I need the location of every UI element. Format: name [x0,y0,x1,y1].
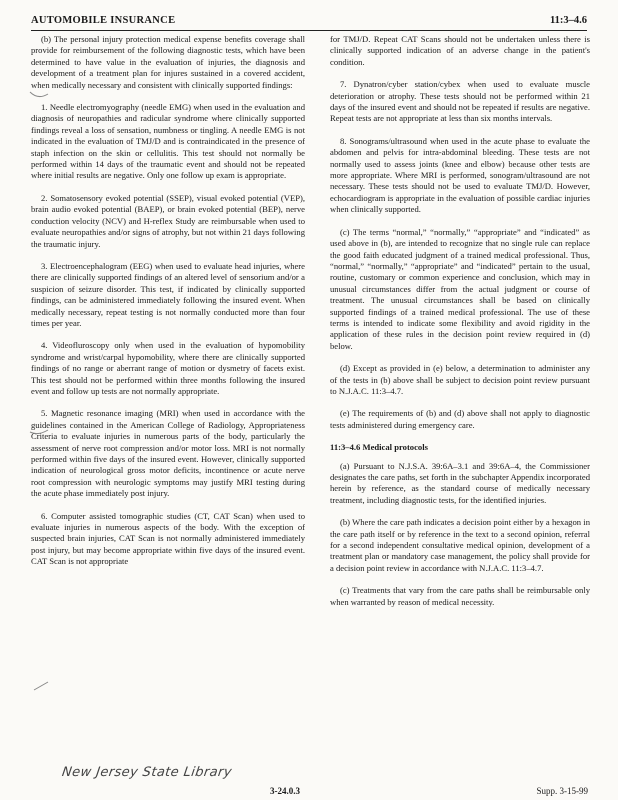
paragraph-b8: 8. Sonograms/ultrasound when used in the acute phase to evaluate the abdomen and pelvis for intra-abdominal bleeding. These tests are not normally used to assess joints (knee and elbow) because other tests are more appropriate. Where MRI is performed, sonogram/ultrasound are not necessary. These tests should not be used to evaluate TMJ/D. However, echocardiogram is appropriate in the evaluation of possible cardiac injuries when clinically supported. [330,135,590,215]
paragraph-b7: 7. Dynatron/cyber station/cybex when used to evaluate muscle deterioration or atrophy. These tests should not be performed within 21 days of the insured event and should not be repeated if results are negative. Repeat tests are not appropriate at less than six months intervals. [330,79,590,124]
paragraph-b: (b) The personal injury protection medical expense benefits coverage shall provide for reimbursement of the following diagnostic tests, which have been determined to have value in the evaluation of injuries, the diagnosis and development of a treatment plan for injures sustained in a covered accident, when medically necessary and consistent with clinically supported findings: [31,34,305,90]
paragraph-b5: 5. Magnetic resonance imaging (MRI) when used in accordance with the guidelines contained in the American College of Radiology, Appropriateness Criteria to evaluate injuries in numerous parts of the body, particularly the assessment of nerve root compression and/or motor loss. MRI is not normally performed within five days of the insured event. However, clinically supported indication of neurological gross motor deficits, incontinence or acute nerve root compression with neurologic symptoms may justify MRI testing during the acute phase immediately post injury. [31,408,305,499]
section-paragraph-b: (b) Where the care path indicates a decision point either by a hexagon in the care path itself or by reference in the text to a second opinion, referral for a second independent consultative medical opinion, development of a treatment plan or mandatory case management, the policy shall provide for a decision point review in accordance with N.J.A.C. 11:3–4.7. [330,517,590,573]
supplement-date: Supp. 3-15-99 [536,786,588,796]
right-column [330,34,590,619]
page-number: 3-24.0.3 [270,786,300,796]
paragraph-b2: 2. Somatosensory evoked potential (SSEP), visual evoked potential (VEP), brain audio evoked potential (BAEP), or brain evoked potential (BEP), nerve conduction velocity (NCV) and H-reflex Study are reimbursable when used to evaluate neuropathies and/or signs of atrophy, but not within 21 days following the traumatic injury. [31,192,305,249]
running-header [31,10,587,31]
paragraph-c: (c) The terms “normal,” “normally,” “appropriate” and “indicated” as used above in (b), are intended to recognize that no single rule can replace the good faith educated judgment of a trained medical professional. Thus, “normal,” “normally,” “appropriate” and “indicated” pertain to the usual, routine, customary or common experience and conclusion, which may in unusual circumstances differ from the actual judgment or course of treatment. The unusual circumstances shall be based on clinically supported findings of a trained medical professional. The use of these terms is intended to indicate some flexibility and avoid rigidity in the application of these rules in the decision point review required in (d) below. [330,226,590,351]
margin-tick-mark [28,88,50,102]
margin-tick-mark [30,680,52,694]
left-column [31,34,305,579]
header-section-number: 11:3–4.6 [549,15,587,26]
section-heading: 11:3–4.6 Medical protocols [330,442,428,453]
section-paragraph-a: (a) Pursuant to N.J.S.A. 39:6A–3.1 and 39:6A–4, the Commissioner designates the care paths, set forth in the subchapter Appendix incorporated herein by reference, as the standard course of medically necessary treatment, including diagnostic tests, for the identified injuries. [330,460,590,505]
paragraph-b6: 6. Computer assisted tomographic studies (CT, CAT Scan) when used to evaluate injuries in numerous aspects of the body. With the exception of suspected brain injuries, CAT Scan is not normally administered immediately post injury, but may become appropriate within five days of the insured event. CAT Scan is not appropriate [31,510,305,567]
paragraph-e: (e) The requirements of (b) and (d) above shall not apply to diagnostic tests administered during emergency care. [330,408,590,430]
paragraph-b1: 1. Needle electromyography (needle EMG) when used in the evaluation and diagnosis of neuropathies and radicular syndrome where clinically supported findings reveal a loss of sensation, numbness or tingling. A needle EMG is not indicated in the evaluation of TMJ/D and is contraindicated in the presence of staph infection on the skin or cellulitis. This test should not normally be performed within 14 days of the traumatic event and should not be repeated where initial results are negative. Only one follow up exam is appropriate. [31,102,305,181]
header-title: AUTOMOBILE INSURANCE [31,15,176,26]
library-stamp: New Jersey State Library [60,765,233,780]
margin-tick-mark [28,426,50,440]
section-paragraph-c: (c) Treatments that vary from the care paths shall be reimbursable only when warranted by reason of medical necessity. [330,585,590,607]
paragraph-b6-continued: for TMJ/D. Repeat CAT Scans should not be undertaken unless there is clinically supported indication of an adverse change in the patient's condition. [330,34,590,67]
paragraph-b4: 4. Videofluroscopy only when used in the evaluation of hypomobility syndrome and wrist/carpal hypomobility, where there are clinically supported findings of no range or aberrant range of motion or dysmetry of facets exist. This test should not be performed within three months following the insured event and follow up tests are not normally appropriate. [31,340,305,396]
paragraph-d: (d) Except as provided in (e) below, a determination to administer any of the tests in (b) above shall be subject to decision point review pursuant to N.J.A.C. 11:3–4.7. [330,363,590,396]
paragraph-b3: 3. Electroencephalogram (EEG) when used to evaluate head injuries, where there are clinically supported findings of an altered level of sensorium and/or a suspicion of seizure disorder. This test, if indicated by clinically supported findings, can be administered immediately following the insured event. When medically necessary, repeat testing is not normally conducted more than four times per year. [31,260,305,328]
